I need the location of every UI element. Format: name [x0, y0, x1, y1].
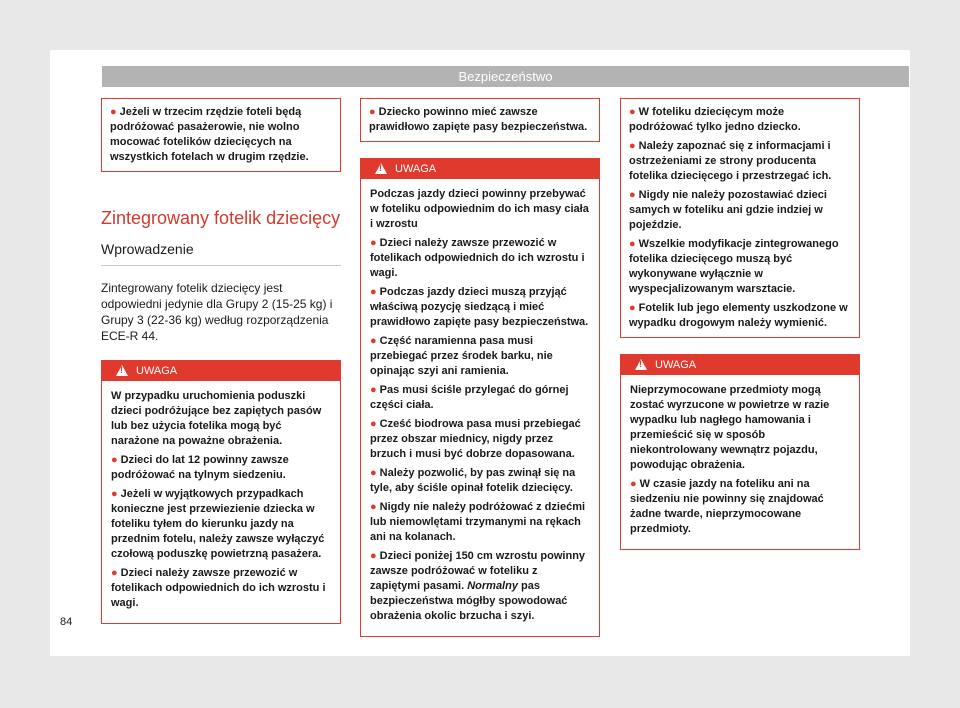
warning-body	[361, 179, 599, 636]
warning-triangle-icon	[116, 365, 128, 376]
warning-bullet: ● Należy pozwolić, by pas zwinął się na tyle, aby ściśle opinał fotelik dziecięcy.	[370, 467, 576, 494]
manual-page	[50, 50, 910, 656]
italic-term: Normalny	[467, 580, 518, 592]
bullet-dot-icon: ●	[629, 140, 636, 152]
bullet-dot-icon: ●	[370, 550, 377, 562]
bullet-dot-icon: ●	[370, 286, 377, 298]
section-heading: Zintegrowany fotelik dziecięcy	[101, 208, 341, 228]
warning-intro: W przypadku uruchomienia poduszki dzieci podróżujące bez zapiętych pasów lub bez użycia fotelika mogą być narażone na poważne obrażenia.	[111, 390, 322, 447]
warning-body	[621, 375, 859, 549]
bullet-dot-icon: ●	[370, 467, 377, 479]
warning-box	[360, 158, 600, 637]
bullet-dot-icon: ●	[630, 478, 637, 490]
warning-intro: Podczas jazdy dzieci powinny przebywać w foteliku odpowiednim do ich masy ciała i wzrostu	[370, 188, 589, 230]
list-item: ● Wszelkie modyfikacje zintegrowanego fotelika dziecięcego muszą być wykonywane wyłącznie w wyspecjalizowanym warsztacie.	[629, 238, 839, 295]
warning-bullet: ● Część naramienna pasa musi przebiegać przez środek barku, nie opinając szyi ani ramienia.	[370, 335, 553, 377]
warning-intro: Nieprzymocowane przedmioty mogą zostać wyrzucone w powietrze w razie wypadku lub nagłego hamowania i przemieścić się w sposób niekontrolowany wewnątrz pojazdu, powodując obrażenia.	[630, 384, 830, 471]
warning-triangle-icon	[635, 359, 647, 370]
warning-bullet: ● Dzieci należy zawsze przewozić w fotelikach odpowiednich do ich wzrostu i wagi.	[370, 237, 585, 279]
warning-label: UWAGA	[136, 365, 178, 377]
warning-body	[102, 381, 340, 623]
bullet-dot-icon: ●	[111, 488, 118, 500]
warning-triangle-icon	[375, 163, 387, 174]
warning-bullet: ● Dzieci poniżej 150 cm wzrostu powinny zawsze podróżować w foteliku z zapiętymi pasami. Normalny pas bezpieczeństwa mógłby spowodować obrażenia okolic brzucha i szyi.	[370, 550, 586, 622]
intro-bullet-text: Jeżeli w trzecim rzędzie foteli będą podróżować pasażerowie, nie wolno mocować fotelików dziecięcych na wszystkich fotelach w drugim rzędzie.	[110, 106, 309, 163]
bullet-dot-icon: ●	[111, 454, 118, 466]
warning-box	[101, 360, 341, 624]
list-item: ● Nigdy nie należy pozostawiać dzieci samych w foteliku ani gdzie indziej w pojeździe.	[629, 189, 827, 231]
section-subheading: Wprowadzenie	[101, 241, 341, 266]
body-text: Zintegrowany fotelik dziecięcy jest odpowiedni jedynie dla Grupy 2 (15-25 kg) i Grupy 3 (22-36 kg) według rozporządzenia ECE-R 44.	[101, 281, 333, 343]
page-header: Bezpieczeństwo	[102, 66, 909, 87]
page-number: 84	[60, 616, 73, 628]
intro-bullet-box	[360, 98, 600, 142]
bullet-list-box	[620, 98, 860, 338]
column-2	[360, 98, 600, 637]
warning-box	[620, 354, 860, 550]
bullet-dot-icon: ●	[111, 567, 118, 579]
bullet-dot-icon: ●	[370, 237, 377, 249]
column-1	[101, 98, 341, 624]
warning-bullet: ● Pas musi ściśle przylegać do górnej części ciała.	[370, 384, 569, 411]
warning-bullet: ● Nigdy nie należy podróżować z dziećmi lub niemowlętami trzymanymi na rękach ani na kolanach.	[370, 501, 586, 543]
bullet-dot-icon: ●	[629, 189, 636, 201]
column-3	[620, 98, 860, 550]
warning-bullet: ● Podczas jazdy dzieci muszą przyjąć właściwą pozycję siedzącą i mieć prawidłowo zapięte pasy bezpieczeństwa.	[370, 286, 589, 328]
warning-bullet: ● Cześć biodrowa pasa musi przebiegać przez obszar miednicy, nigdy przez brzuch i musi być dobrze dopasowana.	[370, 418, 581, 460]
bullet-dot-icon: ●	[370, 335, 377, 347]
bullet-dot-icon: ●	[370, 384, 377, 396]
intro-bullet-box	[101, 98, 341, 172]
bullet-dot-icon: ●	[629, 106, 636, 118]
list-item: ● Należy zapoznać się z informacjami i ostrzeżeniami ze strony producenta fotelika dziecięcego i przestrzegać ich.	[629, 140, 832, 182]
list-item: ● W foteliku dziecięcym może podróżować tylko jedno dziecko.	[629, 106, 801, 133]
warning-header	[102, 361, 340, 381]
bullet-dot-icon: ●	[629, 302, 636, 314]
intro-bullet-text: Dziecko powinno mieć zawsze prawidłowo zapięte pasy bezpieczeństwa.	[369, 106, 588, 133]
warning-bullet: ● Dzieci należy zawsze przewozić w fotelikach odpowiednich do ich wzrostu i wagi.	[111, 567, 326, 609]
warning-bullet: ● Jeżeli w wyjątkowych przypadkach konieczne jest przewiezienie dziecka w foteliku tyłem do kierunku jazdy na przednim fotelu, należy zawsze wyłączyć czołową poduszkę powietrzną pasażera.	[111, 488, 325, 560]
warning-label: UWAGA	[655, 359, 697, 371]
bullet-dot-icon: ●	[370, 418, 377, 430]
bullet-dot-icon: ●	[369, 106, 376, 118]
bullet-dot-icon: ●	[110, 106, 117, 118]
warning-header	[361, 159, 599, 179]
warning-label: UWAGA	[395, 163, 437, 175]
list-item: ● Fotelik lub jego elementy uszkodzone w wypadku drogowym należy wymienić.	[629, 302, 848, 329]
warning-bullet: ● W czasie jazdy na foteliku ani na siedzeniu nie powinny się znajdować żadne twarde, nieprzymocowane przedmioty.	[630, 478, 824, 535]
bullet-dot-icon: ●	[629, 238, 636, 250]
warning-bullet: ● Dzieci do lat 12 powinny zawsze podróżować na tylnym siedzeniu.	[111, 454, 289, 481]
warning-header	[621, 355, 859, 375]
bullet-dot-icon: ●	[370, 501, 377, 513]
